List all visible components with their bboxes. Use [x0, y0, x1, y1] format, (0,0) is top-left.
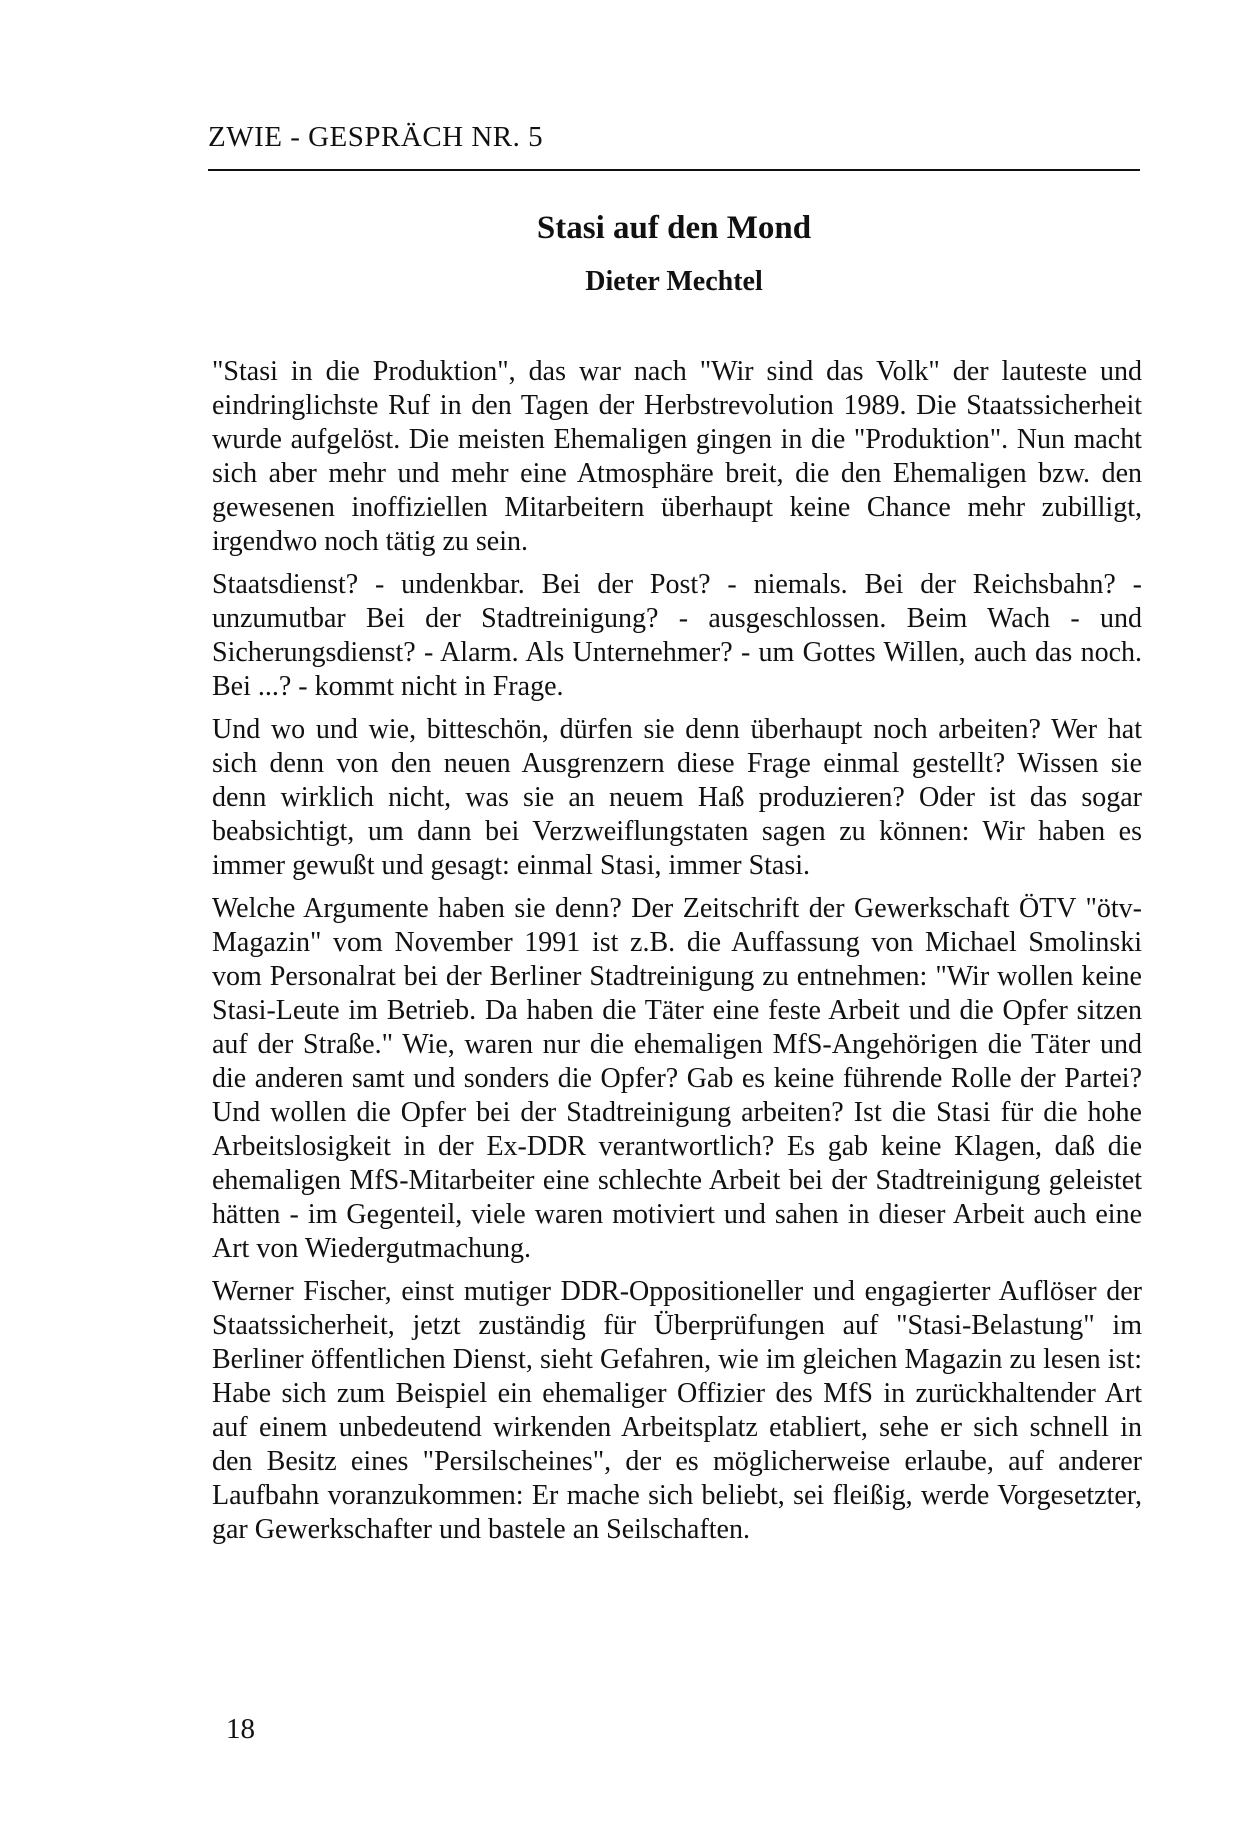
paragraph: Und wo und wie, bitteschön, dürfen sie denn überhaupt noch arbeiten? Wer hat sich denn von den neuen Ausgrenzern diese Frage einmal gestellt? Wissen sie denn wirklich nicht, was sie an neuem Haß produzieren? Oder ist das sogar beabsichtigt, um dann bei Verzweiflungstaten sagen zu können: Wir haben es immer gewußt und gesagt: einmal Stasi, immer Stasi. [212, 714, 1142, 881]
article-body [212, 355, 1142, 1556]
article-author: Dieter Mechtel [585, 266, 763, 297]
article-title: Stasi auf den Mond [536, 210, 812, 246]
page-number: 18 [226, 1713, 255, 1745]
paragraph: Welche Argumente haben sie denn? Der Zeitschrift der Gewerkschaft ÖTV "ötv-Magazin" vom November 1991 ist z.B. die Auffassung von Michael Smolinski vom Personalrat bei der Berliner Stadtreinigung zu entnehmen: "Wir wollen keine Stasi-Leute im Betrieb. Da haben die Täter eine feste Arbeit und die Opfer sitzen auf der Straße." Wie, waren nur die ehemaligen MfS-Angehörigen die Täter und die anderen samt und sonders die Opfer? Gab es keine führende Rolle der Partei? Und wollen die Opfer bei der Stadtreinigung arbeiten? Ist die Stasi für die hohe Arbeitslosigkeit in der Ex-DDR verantwortlich? Es gab keine Klagen, daß die ehemaligen MfS-Mitarbeiter eine schlechte Arbeit bei der Stadtreinigung geleistet hätten - im Gegenteil, viele waren motiviert und sahen in dieser Arbeit auch eine Art von Wiedergutmachung. [212, 893, 1142, 1264]
header-rule [208, 169, 1140, 171]
paragraph: Staatsdienst? - undenkbar. Bei der Post? - niemals. Bei der Reichsbahn? - unzumutbar Bei der Stadtreinigung? - ausgeschlossen. Beim Wach - und Sicherungsdienst? - Alarm. Als Unternehmer? - um Gottes Willen, auch das noch. Bei ...? - kommt nicht in Frage. [212, 569, 1142, 702]
running-header: ZWIE - GESPRÄCH NR. 5 [208, 121, 544, 153]
paragraph: Werner Fischer, einst mutiger DDR-Oppositioneller und engagierter Auflöser der Staatssicherheit, jetzt zuständig für Überprüfungen auf "Stasi-Belastung" im Berliner öffentlichen Dienst, sieht Gefahren, wie im gleichen Magazin zu lesen ist: Habe sich zum Beispiel ein ehemaliger Offizier des MfS in zurückhaltender Art auf einem unbedeutend wirkenden Arbeitsplatz etabliert, sehe er sich schnell in den Besitz eines "Persilscheines", der es möglicherweise erlaube, auf anderer Laufbahn voranzukommen: Er mache sich beliebt, sei fleißig, werde Vorgesetzter, gar Gewerkschafter und bastele an Seilschaften. [212, 1276, 1142, 1545]
paragraph: "Stasi in die Produktion", das war nach "Wir sind das Volk" der lauteste und eindringlichste Ruf in den Tagen der Herbstrevolution 1989. Die Staatssicherheit wurde aufgelöst. Die meisten Ehemaligen gingen in die "Produktion". Nun macht sich aber mehr und mehr eine Atmosphäre breit, die den Ehemaligen bzw. den gewesenen inoffiziellen Mitarbeitern überhaupt keine Chance mehr zubilligt, irgendwo noch tätig zu sein. [212, 356, 1142, 557]
